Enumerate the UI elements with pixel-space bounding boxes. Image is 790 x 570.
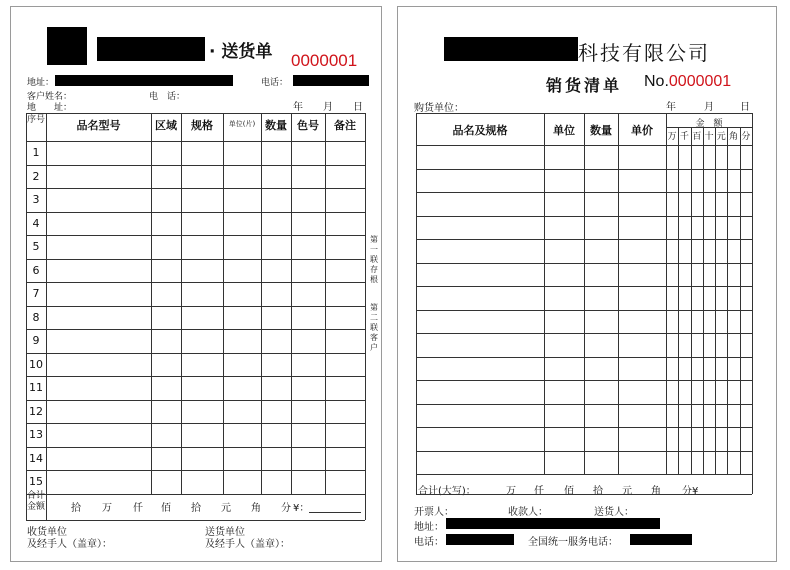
- row-number: 11: [29, 381, 43, 394]
- address-label: 地址：: [414, 522, 444, 533]
- total-unit-qian: 仟: [534, 486, 544, 497]
- side-note-customer: 第二联客户: [370, 303, 378, 352]
- total-unit-jiao: 角: [651, 486, 661, 497]
- amount-digit-line: [691, 127, 692, 474]
- total-unit-wan: 万: [102, 503, 112, 514]
- table-col-line: [223, 113, 224, 494]
- amount-digit-line: [678, 127, 679, 474]
- form-number-prefix: No.: [644, 73, 669, 90]
- table-row-line: [26, 235, 365, 236]
- row-number: 3: [32, 193, 40, 206]
- table-col-line: [544, 113, 545, 474]
- table-col-line: [181, 113, 182, 494]
- form-number: [644, 73, 731, 91]
- total-unit-bai: 佰: [564, 486, 574, 497]
- table-header-line: [26, 141, 365, 142]
- date-day: 日: [740, 102, 750, 113]
- total-unit-shi: 拾: [71, 503, 81, 514]
- redacted-address: [446, 518, 660, 529]
- form-title: · 送货单: [209, 42, 273, 62]
- header-amount: 金 额: [695, 119, 723, 129]
- total-unit-shi2: 拾: [191, 503, 201, 514]
- table-row-line: [26, 376, 365, 377]
- header-product-spec: 品名及规格: [452, 124, 508, 137]
- redacted-company-name: [444, 37, 578, 61]
- table-row-line: [26, 188, 365, 189]
- payee-label: 收款人：: [508, 507, 548, 518]
- table-row-line: [26, 353, 365, 354]
- row-number: 9: [32, 334, 40, 347]
- table-row-line: [26, 165, 365, 166]
- total-label: 合计(大写)：: [418, 486, 476, 497]
- customer-phone-label: 电 话：: [149, 92, 186, 102]
- row-number: 8: [32, 310, 40, 324]
- issuer-label: 开票人：: [414, 507, 454, 518]
- total-unit-fen-yuan: 分¥: [682, 486, 699, 497]
- redacted-logo: [47, 27, 87, 65]
- table-col-line: [584, 113, 585, 474]
- hotline-label: 全国统一服务电话：: [528, 537, 618, 548]
- redacted-phone: [293, 75, 369, 86]
- amount-digit-label: 千: [679, 132, 689, 142]
- header-serial: 序号: [26, 115, 45, 125]
- sales-list-sheet: [397, 6, 777, 562]
- row-number: 13: [29, 428, 43, 441]
- amount-digit-label: 角: [729, 132, 739, 142]
- phone-label: 电话：: [414, 537, 444, 548]
- date-year: 年: [666, 102, 676, 113]
- header-unit: 单位: [553, 124, 575, 137]
- row-number: 1: [32, 146, 40, 159]
- row-number: 10: [29, 357, 43, 371]
- total-unit-shi: 拾: [593, 486, 603, 497]
- sender-label-1: 送货单位: [205, 527, 245, 538]
- header-color: 色号: [297, 119, 319, 132]
- amount-digit-label: 十: [704, 132, 714, 142]
- table-border-top: [26, 113, 365, 114]
- table-row-line: [26, 212, 365, 213]
- row-number: 5: [32, 240, 40, 253]
- date-year: 年: [293, 102, 303, 113]
- header-product: 品名型号: [76, 119, 121, 132]
- table-row-line: [26, 282, 365, 283]
- total-label: 合计金额: [26, 491, 45, 512]
- table-border-left: [416, 113, 417, 494]
- table-col-line: [618, 113, 619, 474]
- table-row-line: [26, 447, 365, 448]
- buyer-label: 购货单位：: [414, 103, 464, 114]
- row-number: 2: [32, 169, 40, 183]
- redacted-phone: [446, 534, 514, 545]
- amount-digit-label: 元: [716, 132, 726, 142]
- table-col-line: [666, 113, 667, 474]
- table-row-line: [416, 474, 752, 475]
- header-remark: 备注: [334, 119, 356, 132]
- header-price: 单价: [631, 124, 653, 137]
- amount-digit-line: [740, 127, 741, 474]
- total-yuan-sign: ¥：: [293, 503, 310, 514]
- row-number: 15: [29, 475, 43, 488]
- date-day: 日: [353, 102, 363, 113]
- redacted-company-name: [97, 37, 205, 61]
- amount-digit-line: [727, 127, 728, 474]
- table-row-line: [26, 329, 365, 330]
- table-col-line: [261, 113, 262, 494]
- amount-digit-label: 百: [692, 132, 702, 142]
- amount-digit-label: 万: [667, 132, 677, 142]
- customer-name-label: 客户姓名：: [27, 92, 73, 102]
- table-col-line: [151, 113, 152, 494]
- total-unit-qian: 仟: [133, 503, 143, 514]
- table-row-line: [26, 400, 365, 401]
- total-blank-line: [309, 512, 361, 513]
- header-qty: 数量: [590, 124, 612, 137]
- total-unit-yuan: 元: [221, 503, 231, 514]
- table-border-left: [26, 113, 27, 520]
- phone-label: 电话：: [261, 78, 289, 88]
- address-label: 地址：: [27, 78, 55, 88]
- row-number: 14: [29, 451, 43, 465]
- table-row-line: [26, 259, 365, 260]
- amount-digit-line: [715, 127, 716, 474]
- date-month: 月: [704, 102, 714, 113]
- table-col-line: [325, 113, 326, 494]
- sender-label-2: 及经手人（盖章）：: [205, 539, 290, 550]
- deliverer-label: 送货人：: [594, 507, 634, 518]
- redacted-address: [55, 75, 233, 86]
- header-unit: 单位(片): [228, 120, 256, 128]
- table-col-line: [46, 113, 47, 520]
- header-qty: 数量: [265, 119, 287, 132]
- table-border-bottom: [416, 494, 752, 495]
- form-title: 销货清单: [546, 76, 623, 95]
- total-unit-fen: 分: [281, 503, 291, 514]
- total-unit-bai: 佰: [161, 503, 171, 514]
- redacted-hotline: [630, 534, 692, 545]
- total-unit-jiao: 角: [251, 503, 261, 514]
- company-name: 科技有限公司: [578, 41, 710, 65]
- table-border-right: [752, 113, 753, 494]
- amount-digit-label: 分: [741, 132, 751, 142]
- table-border-right: [365, 113, 366, 520]
- table-border-bottom: [26, 520, 365, 521]
- form-number-value: 0000001: [668, 73, 732, 90]
- row-number: 7: [32, 287, 40, 300]
- receiver-label-2: 及经手人（盖章）：: [27, 539, 112, 550]
- table-row-line: [26, 470, 365, 471]
- header-region: 区域: [155, 119, 177, 132]
- row-number: 4: [32, 216, 40, 230]
- delivery-note-sheet: [10, 6, 382, 562]
- row-number: 12: [29, 404, 43, 418]
- date-month: 月: [323, 102, 333, 113]
- receiver-label-1: 收货单位: [27, 527, 67, 538]
- header-spec: 规格: [191, 119, 213, 132]
- total-unit-yuan: 元: [622, 486, 632, 497]
- amount-digit-line: [703, 127, 704, 474]
- table-row-line: [26, 306, 365, 307]
- form-number: 0000001: [291, 51, 358, 70]
- customer-address-label: 地 址：: [27, 103, 73, 113]
- total-unit-wan: 万: [506, 486, 516, 497]
- table-row-line: [26, 423, 365, 424]
- side-note-stub: 第一联存根: [370, 235, 378, 284]
- table-col-line: [291, 113, 292, 494]
- row-number: 6: [32, 263, 40, 277]
- table-row-line: [26, 494, 365, 495]
